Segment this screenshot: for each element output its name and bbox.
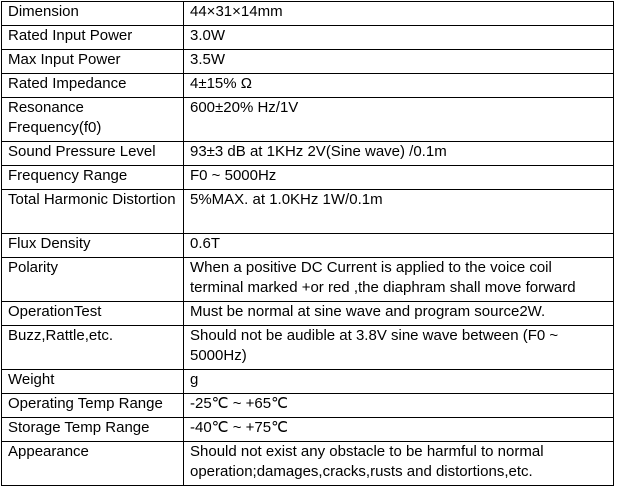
table-row: [2, 234, 614, 258]
spec-label: Max Input Power: [2, 50, 184, 74]
table-row: [2, 394, 614, 418]
spec-value: 4±15% Ω: [184, 74, 614, 98]
spec-value: 3.0W: [184, 26, 614, 50]
table-row: [2, 74, 614, 98]
spec-label: Sound Pressure Level: [2, 142, 184, 166]
spec-label: Frequency Range: [2, 166, 184, 190]
table-row: [2, 142, 614, 166]
spec-value: Should not exist any obstacle to be harmful to normal operation;damages,cracks,rusts and distortions,etc.: [184, 442, 614, 486]
spec-label: Polarity: [2, 258, 184, 302]
table-row: [2, 326, 614, 370]
spec-label: Rated Input Power: [2, 26, 184, 50]
spec-value: 600±20% Hz/1V: [184, 98, 614, 142]
table-row: [2, 98, 614, 142]
table-row: [2, 442, 614, 486]
spec-label: Total Harmonic Distortion: [2, 190, 184, 234]
table-row: [2, 166, 614, 190]
spec-value: -25℃ ~ +65℃: [184, 394, 614, 418]
spec-value: 93±3 dB at 1KHz 2V(Sine wave) /0.1m: [184, 142, 614, 166]
spec-value: 44×31×14mm: [184, 2, 614, 26]
specification-table: [1, 1, 614, 486]
spec-value: When a positive DC Current is applied to the voice coil terminal marked +or red ,the diaphram shall move forward: [184, 258, 614, 302]
spec-label: OperationTest: [2, 302, 184, 326]
table-row: [2, 418, 614, 442]
table-row: [2, 2, 614, 26]
table-row: [2, 50, 614, 74]
spec-label: Flux Density: [2, 234, 184, 258]
spec-value: 5%MAX. at 1.0KHz 1W/0.1m: [184, 190, 614, 234]
spec-label: Dimension: [2, 2, 184, 26]
spec-label: Weight: [2, 370, 184, 394]
spec-value: Must be normal at sine wave and program source2W.: [184, 302, 614, 326]
table-row: [2, 302, 614, 326]
spec-label: Resonance Frequency(f0): [2, 98, 184, 142]
table-row: [2, 258, 614, 302]
table-row: [2, 190, 614, 234]
spec-label: Appearance: [2, 442, 184, 486]
spec-label: Buzz,Rattle,etc.: [2, 326, 184, 370]
spec-value: g: [184, 370, 614, 394]
spec-label: Storage Temp Range: [2, 418, 184, 442]
spec-label: Rated Impedance: [2, 74, 184, 98]
spec-value: Should not be audible at 3.8V sine wave between (F0 ~ 5000Hz): [184, 326, 614, 370]
spec-label: Operating Temp Range: [2, 394, 184, 418]
table-row: [2, 370, 614, 394]
spec-value: 0.6T: [184, 234, 614, 258]
table-row: [2, 26, 614, 50]
spec-value: -40℃ ~ +75℃: [184, 418, 614, 442]
spec-value: 3.5W: [184, 50, 614, 74]
spec-value: F0 ~ 5000Hz: [184, 166, 614, 190]
